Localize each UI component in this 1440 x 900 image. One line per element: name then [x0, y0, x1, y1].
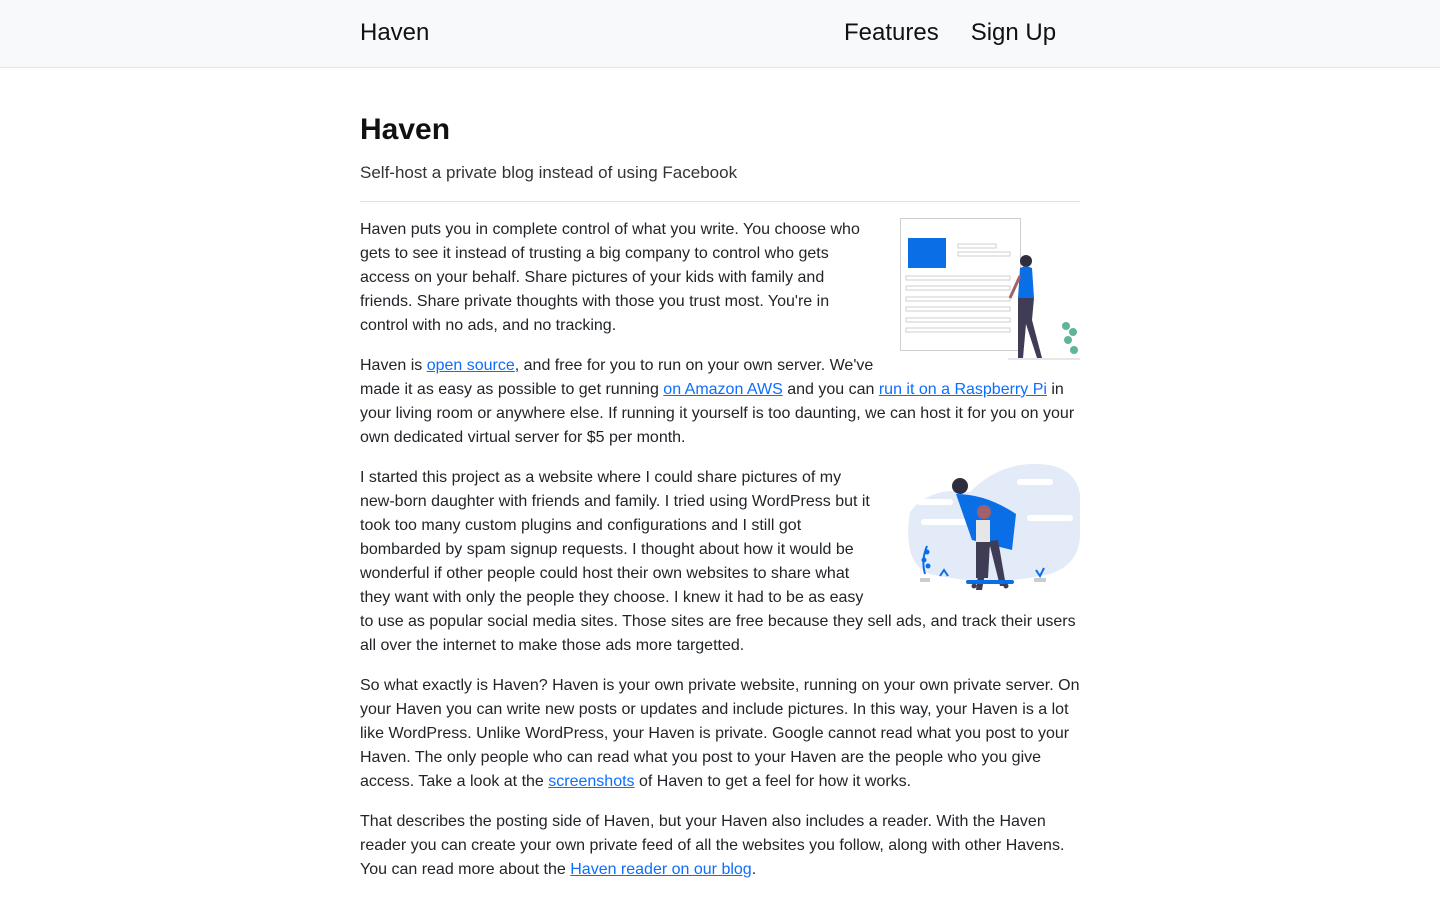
open-source-link[interactable]: open source — [426, 357, 515, 374]
nav-features-link[interactable]: Features — [844, 19, 939, 46]
haven-reader-blog-link[interactable]: Haven reader on our blog — [570, 861, 752, 878]
page-title: Haven — [360, 113, 451, 146]
paragraph-text: That describes the posting side of Haven, but your Haven also includes a reader. With the Haven reader you can create your own private feed of all the websites you follow, along with other Havens. You can read more about the — [360, 813, 1065, 878]
amazon-aws-link[interactable]: on Amazon AWS — [663, 381, 783, 398]
paragraph-text: , and free for you to run on your own server. We've made it as easy as possible to get running — [360, 357, 874, 398]
document-illustration — [900, 218, 1080, 362]
paragraph-text: in your living room or anywhere else. If running it yourself is too daunting, we can host it for you on your own dedicated virtual server for $5 per month. — [360, 381, 1075, 446]
origin-story-paragraph: I started this project as a website where I could share pictures of my new-born daughter with friends and family. I tried using WordPress but it took too many custom plugins and configurations and I still got bombarded by spam signup requests. I thought about how it would be wonderful if other people could host their own websites to share what they want with only the people they choose. I knew it had to be as easy to use as popular social media sites. Those sites are free because they sell ads, and track their users all over the internet to make those ads more targetted. — [360, 469, 1076, 654]
paragraph-text: . — [751, 861, 757, 878]
raspberry-pi-link[interactable]: run it on a Raspberry Pi — [878, 381, 1047, 398]
paragraph-text: of Haven to get a feel for how it works. — [634, 773, 912, 790]
paragraph-text: So what exactly is Haven? Haven is your own private website, running on your own private server. On your Haven you can write new posts or updates and include pictures. In this way, your Haven is a lot like WordPress. Unlike WordPress, your Haven is private. Google cannot read what you post to your Haven. The only people who can read what you post to your Haven are the people who you give access. Take a look at the — [360, 677, 1080, 790]
top-navbar — [0, 0, 1440, 68]
open-source-paragraph — [360, 354, 1080, 450]
intro-paragraph: Haven puts you in complete control of what you write. You choose who gets to see it instead of trusting a big company to control who gets access on your behalf. Share pictures of your kids with family and friends. Share private thoughts with those you trust most. You're in control with no ads, and no tracking. — [360, 221, 860, 334]
page-subtitle: Self-host a private blog instead of using Facebook — [360, 163, 738, 182]
screenshots-link[interactable]: screenshots — [548, 773, 635, 790]
reader-paragraph — [360, 810, 1080, 882]
header-divider — [360, 201, 1080, 202]
paragraph-text: Haven is — [360, 357, 427, 374]
paragraph-text: and you can — [782, 381, 879, 398]
what-is-haven-paragraph — [360, 674, 1080, 794]
main-content — [360, 68, 1080, 882]
father-child-illustration — [900, 462, 1080, 594]
brand-link[interactable]: Haven — [360, 19, 430, 46]
nav-links — [844, 19, 1056, 47]
navbar-container — [360, 0, 1080, 68]
nav-signup-link[interactable]: Sign Up — [970, 19, 1057, 46]
